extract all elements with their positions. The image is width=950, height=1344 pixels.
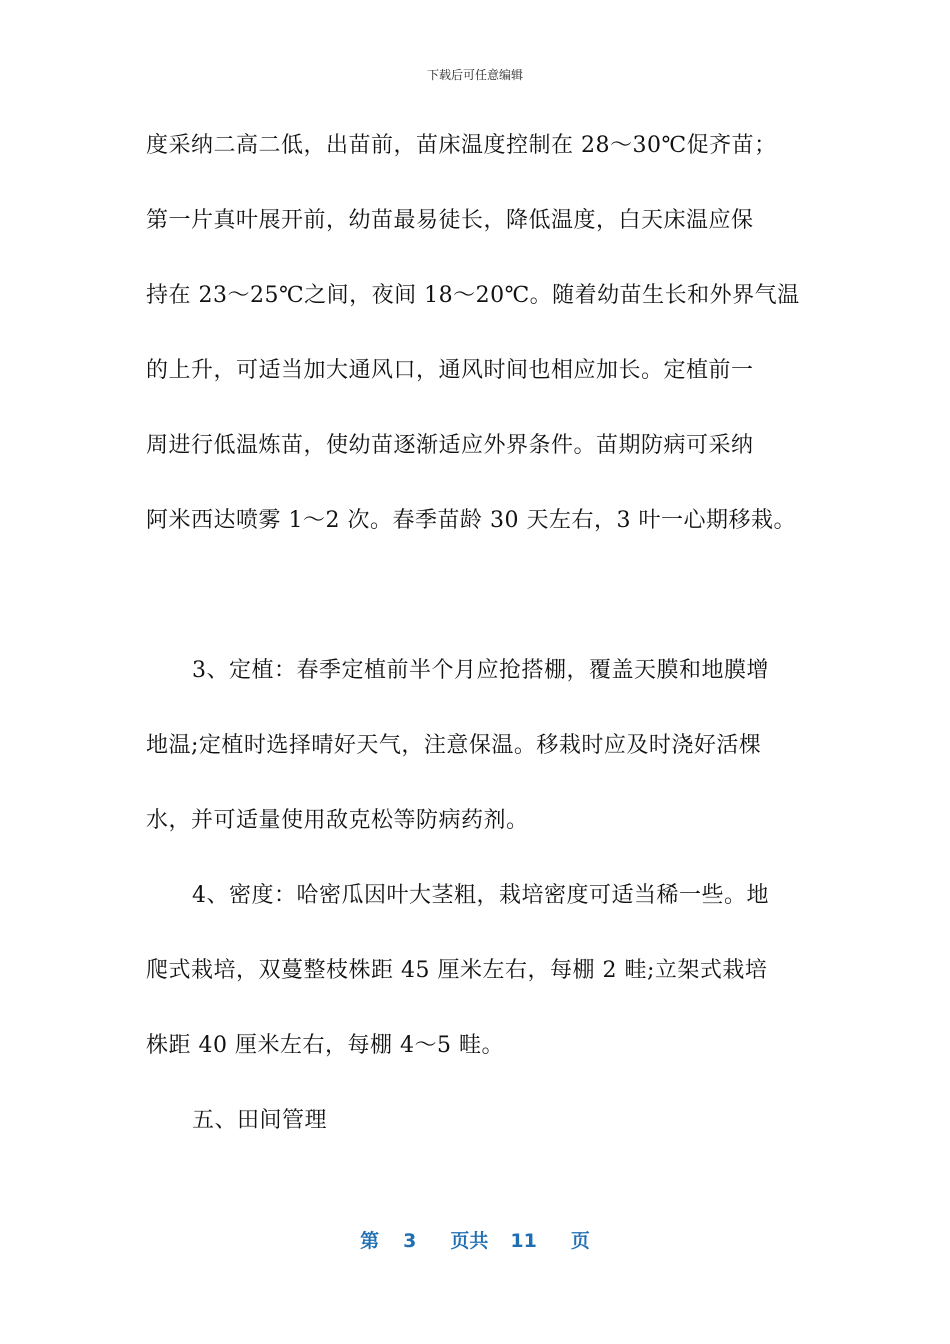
paragraph-line: 3、定植：春季定植前半个月应抢搭棚，覆盖天膜和地膜增 [192, 658, 769, 683]
paragraph-line: 度采纳二高二低，出苗前，苗床温度控制在 28～30℃促齐苗； [146, 133, 777, 158]
footer-page-label: 第 [360, 1230, 380, 1252]
paragraph-line: 地温;定植时选择晴好天气，注意保温。移栽时应及时浇好活棵 [146, 733, 762, 758]
page-footer [0, 1226, 950, 1253]
footer-current-page: 3 [403, 1230, 417, 1252]
footer-total-pages: 11 [510, 1230, 537, 1252]
paragraph-line: 第一片真叶展开前，幼苗最易徒长，降低温度，白天床温应保 [146, 208, 754, 233]
paragraph-line: 阿米西达喷雾 1～2 次。春季苗龄 30 天左右，3 叶一心期移栽。 [146, 508, 796, 533]
paragraph-line: 周进行低温炼苗，使幼苗逐渐适应外界条件。苗期防病可采纳 [146, 433, 754, 458]
paragraph-line: 4、密度：哈密瓜因叶大茎粗，栽培密度可适当稀一些。地 [192, 883, 769, 908]
paragraph-line: 持在 23～25℃之间，夜间 18～20℃。随着幼苗生长和外界气温 [146, 283, 800, 308]
paragraph-line: 的上升，可适当加大通风口，通风时间也相应加长。定植前一 [146, 358, 754, 383]
page-header: 下载后可任意编辑 [426, 68, 523, 82]
section-heading: 五、田间管理 [192, 1108, 328, 1133]
footer-total-prefix: 页共 [450, 1230, 489, 1252]
paragraph-line: 水，并可适量使用敌克松等防病药剂。 [146, 808, 529, 833]
footer-total-suffix: 页 [570, 1230, 590, 1252]
paragraph-line: 株距 40 厘米左右，每棚 4～5 畦。 [146, 1033, 504, 1058]
paragraph-line: 爬式栽培，双蔓整枝株距 45 厘米左右，每棚 2 畦;立架式栽培 [146, 958, 768, 983]
